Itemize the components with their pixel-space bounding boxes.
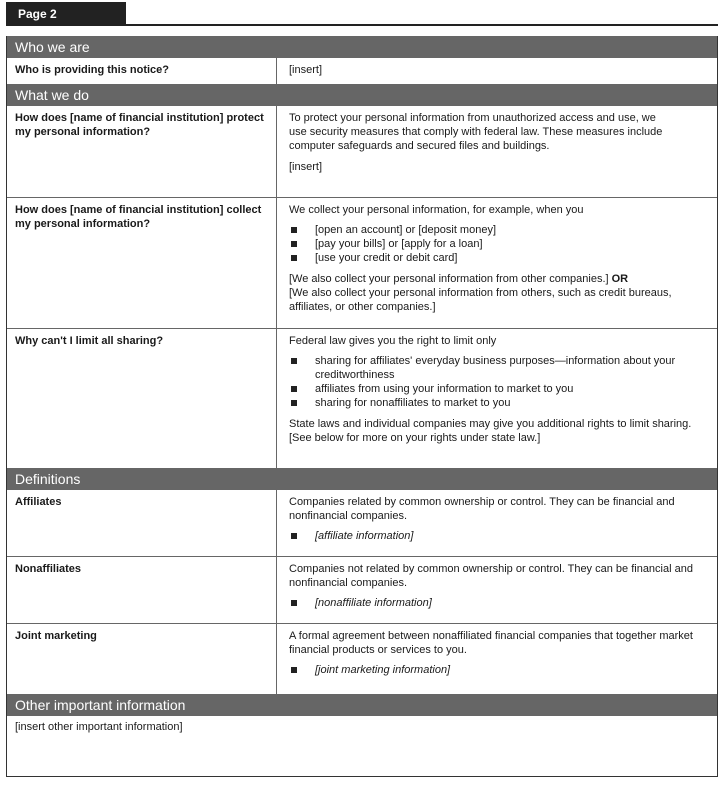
row-who-is-providing <box>7 57 717 84</box>
limit-note: State laws and individual companies may give you additional rights to limit sharing. [See below for more on your rights under state law.] <box>289 418 692 444</box>
definition-list <box>289 529 705 543</box>
question-protect: How does [name of financial institution] protect my personal information? <box>7 106 277 197</box>
question-limit: Why can't I limit all sharing? <box>7 329 277 468</box>
answer-collect <box>277 198 717 328</box>
collect-note <box>289 272 705 314</box>
limit-list <box>289 354 705 410</box>
definition-text: Companies not related by common ownership or control. They can be financial and nonfinancial companies. <box>289 563 693 589</box>
row-joint-marketing <box>7 623 717 694</box>
list-item: [affiliate information] <box>289 529 705 543</box>
question-collect: How does [name of financial institution] collect my personal information? <box>7 198 277 328</box>
definition-nonaffiliates <box>277 557 717 623</box>
definition-list <box>289 663 705 677</box>
section-header-who-we-are: Who we are <box>7 36 717 57</box>
collect-note-a: [We also collect your personal information from other companies.] <box>289 273 609 285</box>
section-header-what-we-do: What we do <box>7 84 717 105</box>
collect-note-b: [We also collect your personal information from others, such as credit bureaus, affiliates, or other companies.] <box>289 287 672 313</box>
list-item: [joint marketing information] <box>289 663 705 677</box>
list-item: [use your credit or debit card] <box>289 251 705 265</box>
list-item: [pay your bills] or [apply for a loan] <box>289 237 705 251</box>
limit-intro: Federal law gives you the right to limit only <box>289 335 497 347</box>
answer-limit <box>277 329 717 468</box>
collect-note-or: OR <box>611 273 629 285</box>
other-info-text: [insert other important information] <box>7 715 717 776</box>
list-item: [nonaffiliate information] <box>289 596 705 610</box>
row-collect <box>7 197 717 328</box>
top-rule <box>6 24 718 26</box>
list-item: affiliates from using your information to market to you <box>289 382 705 396</box>
question-who-is-providing: Who is providing this notice? <box>7 58 277 84</box>
collect-list <box>289 223 705 265</box>
page-label: Page 2 <box>6 2 126 24</box>
definition-list <box>289 596 705 610</box>
section-header-definitions: Definitions <box>7 468 717 489</box>
protect-insert: [insert] <box>289 161 323 173</box>
section-header-other-info: Other important information <box>7 694 717 715</box>
definition-text: Companies related by common ownership or control. They can be financial and nonfinancial companies. <box>289 496 675 522</box>
collect-intro: We collect your personal information, for example, when you <box>289 204 584 216</box>
row-nonaffiliates <box>7 556 717 623</box>
list-item: [open an account] or [deposit money] <box>289 223 705 237</box>
privacy-notice-form <box>6 36 718 777</box>
term-affiliates: Affiliates <box>7 490 277 556</box>
row-protect <box>7 105 717 197</box>
row-affiliates <box>7 489 717 556</box>
list-item: sharing for affiliates' everyday business purposes—information about your creditworthiness <box>289 354 705 382</box>
term-nonaffiliates: Nonaffiliates <box>7 557 277 623</box>
row-limit <box>7 328 717 468</box>
list-item: sharing for nonaffiliates to market to you <box>289 396 705 410</box>
answer-who-is-providing: [insert] <box>289 64 323 76</box>
definition-joint-marketing <box>277 624 717 694</box>
answer-protect <box>277 106 717 197</box>
definition-text: A formal agreement between nonaffiliated financial companies that together market financial products or services to you. <box>289 630 693 656</box>
definition-affiliates <box>277 490 717 556</box>
term-joint-marketing: Joint marketing <box>7 624 277 694</box>
protect-text: To protect your personal information from unauthorized access and use, we use security measures that comply with federal law. These measures include computer safeguards and secured files and buildings. <box>289 112 663 152</box>
